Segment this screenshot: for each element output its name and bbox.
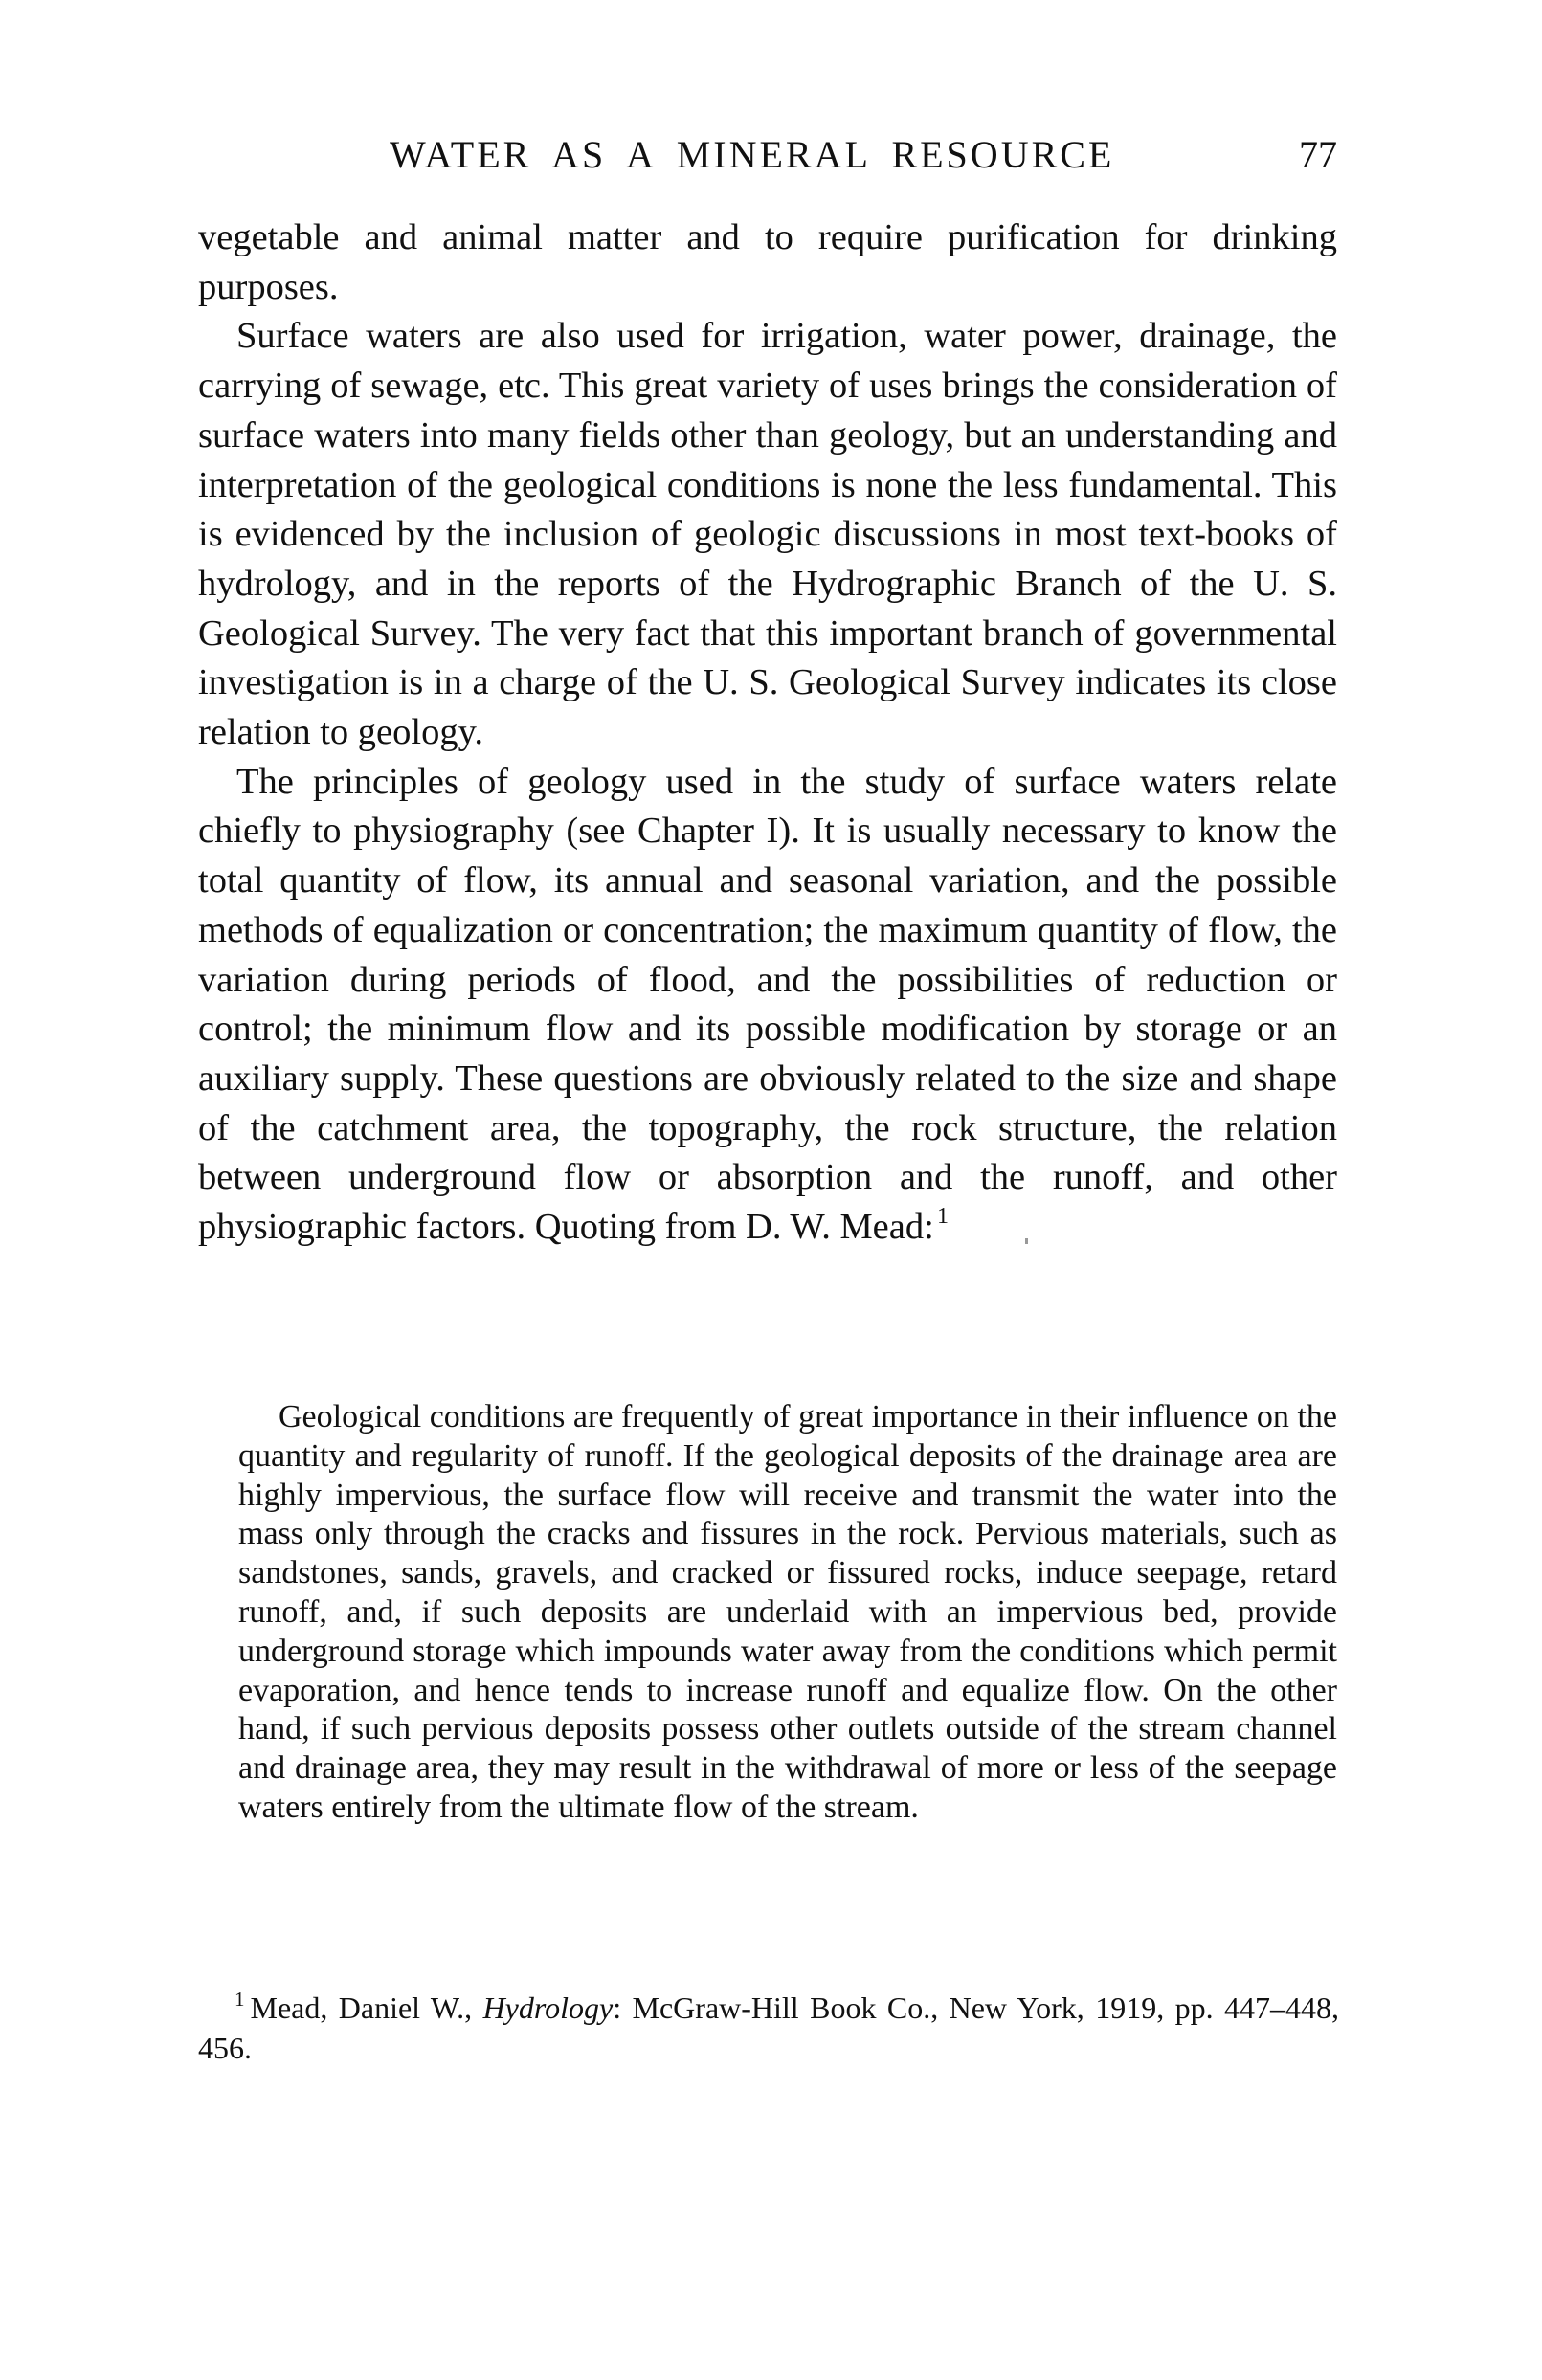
paragraph-surface-water-uses: Surface waters are also used for irrigation, water power, drainage, the carrying of sewage, etc. This great variety of uses brings the consideration of surface waters into many fields other than geology, but an understanding and interpretation of the geological conditions is none the less fundamental. This is evidenced by the inclusion of geologic discussions in most text-books of hydrology, and in the reports of the Hydrographic Branch of the U. S. Geological Survey. The very fact that this important branch of governmental investigation is in a charge of the U. S. Geological Survey indicates its close relation to geology. [198, 316, 1337, 753]
footnote-item [198, 1988, 1339, 2068]
footnote-number: 1 [235, 1988, 245, 2011]
scan-artifact [1025, 1238, 1028, 1244]
paragraph-principles-text: The principles of geology used in the study of surface waters relate chiefly to physiography (see Chapter I). It is usually necessary to know the total quantity of flow, its annual and seasonal variation, and the possible methods of equalization or concentration; the maximum quantity of flow, the variation during periods of flood, and the possibilities of reduction or control; the minimum flow and its possible modification by storage or an auxiliary supply. These questions are obviously related to the size and shape of the catchment area, the topography, the rock structure, the relation between underground flow or absorption and the runoff, and other physiographic factors. Quoting from D. W. Mead: [198, 761, 1337, 1248]
paragraph-principles-of-geology [198, 758, 1337, 1253]
paragraph-continuation: vegetable and animal matter and to require purification for drinking purposes. [198, 217, 1337, 307]
block-quote [238, 1398, 1337, 1828]
footnote-title: Hydrology [482, 1991, 614, 2025]
running-head [198, 132, 1337, 174]
footnotes [198, 1988, 1339, 2068]
running-title: WATER AS A MINERAL RESOURCE [390, 133, 1115, 176]
body-text [198, 213, 1337, 1253]
footnote-author: Mead, Daniel W., [250, 1991, 473, 2025]
quote-paragraph: Geological conditions are frequently of great importance in their influence on the quantity and regularity of runoff. If the geological deposits of the drainage area are highly impervious, the surface flow will receive and transmit the water into the mass only through the cracks and fissures in the rock. Pervious materials, such as sandstones, sands, gravels, and cracked or fissured rocks, induce seepage, retard runoff, and, if such deposits are underlaid with an impervious bed, provide underground storage which impounds water away from the conditions which permit evaporation, and hence tends to increase runoff and equalize flow. On the other hand, if such pervious deposits possess other outlets outside of the stream channel and drainage area, they may result in the withdrawal of more or less of the seepage waters entirely from the ultimate flow of the stream. [238, 1399, 1337, 1825]
footnote-publication: : McGraw-Hill Book Co., New York, 1919, pp. 447–448, 456. [198, 1991, 1340, 2065]
footnote-reference[interactable]: 1 [937, 1204, 950, 1230]
page-number: 77 [1299, 133, 1337, 176]
